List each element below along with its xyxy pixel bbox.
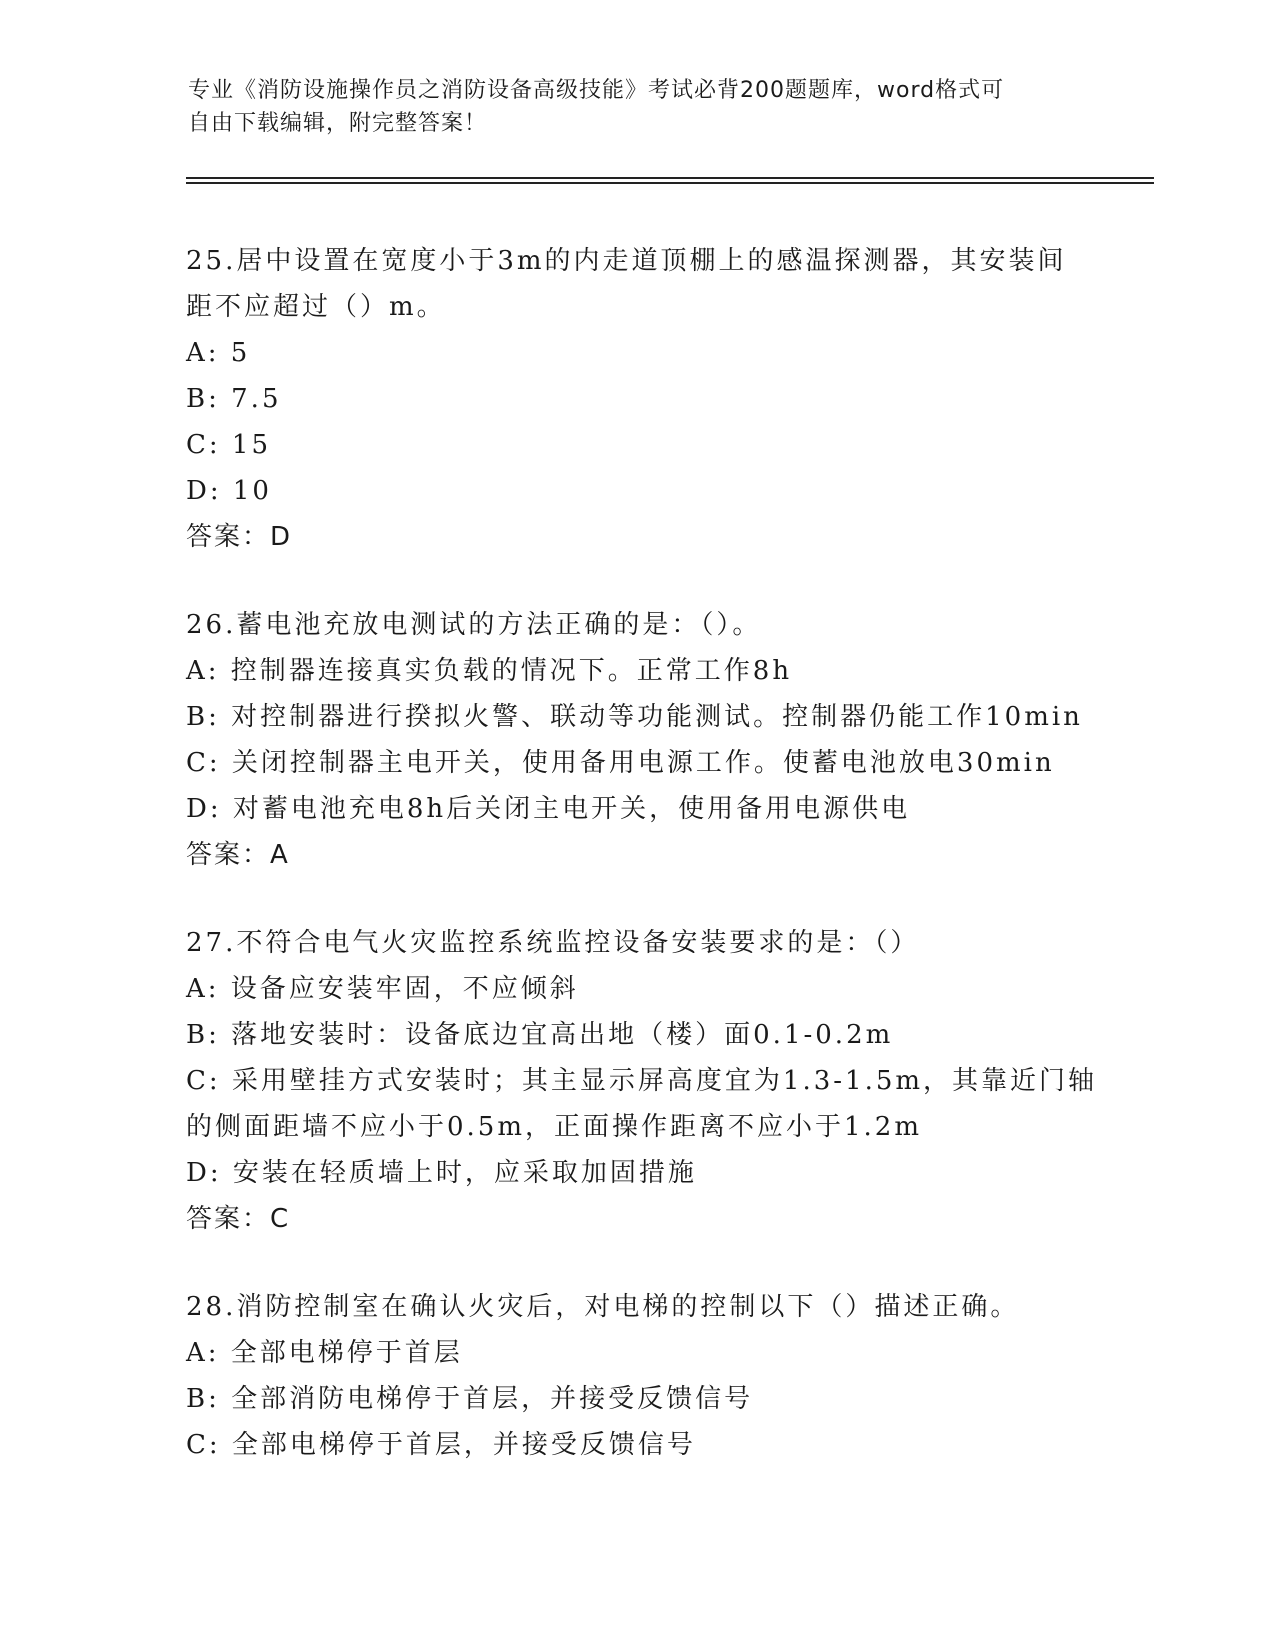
question-stem: 28.消防控制室在确认火灾后，对电梯的控制以下（）描述正确。 xyxy=(186,1292,1020,1322)
header-divider-bottom xyxy=(186,182,1154,184)
question-stem-continued: 距不应超过（）m。 xyxy=(186,292,446,322)
document-header xyxy=(188,74,1068,140)
option-d: D: 对蓄电池充电8h后关闭主电开关，使用备用电源供电 xyxy=(186,794,911,824)
option-b: B: 落地安装时：设备底边宜高出地（楼）面0.1-0.2m xyxy=(186,1020,894,1050)
question-stem: 26.蓄电池充放电测试的方法正确的是：（）。 xyxy=(186,610,762,640)
answer: 答案：D xyxy=(186,522,293,552)
answer: 答案：C xyxy=(186,1204,291,1234)
header-divider-top xyxy=(186,177,1154,179)
option-c: C: 全部电梯停于首层，并接受反馈信号 xyxy=(186,1430,696,1460)
question-stem: 25.居中设置在宽度小于3m的内走道顶棚上的感温探测器，其安装间 xyxy=(186,246,1067,276)
option-a: A: 控制器连接真实负载的情况下。正常工作8h xyxy=(186,656,793,686)
question-list xyxy=(186,238,1098,1510)
option-a: A: 全部电梯停于首层 xyxy=(186,1338,463,1368)
option-a: A: 设备应安装牢固，不应倾斜 xyxy=(186,974,579,1004)
option-c: C: 15 xyxy=(186,430,272,460)
header-line-2: 自由下载编辑，附完整答案！ xyxy=(188,111,488,136)
option-c: C: 采用壁挂方式安装时；其主显示屏高度宜为1.3-1.5m，其靠近门轴 xyxy=(186,1066,1098,1096)
option-b: B: 7.5 xyxy=(186,384,282,414)
option-b: B: 对控制器进行揆拟火警、联动等功能测试。控制器仍能工作10min xyxy=(186,702,1083,732)
answer: 答案：A xyxy=(186,840,290,870)
option-c-continued: 的侧面距墙不应小于0.5m，正面操作距离不应小于1.2m xyxy=(186,1112,923,1142)
option-d: D: 10 xyxy=(186,476,272,506)
option-d: D: 安装在轻质墙上时，应采取加固措施 xyxy=(186,1158,697,1188)
question-stem: 27.不符合电气火灾监控系统监控设备安装要求的是：（） xyxy=(186,928,920,958)
question-25 xyxy=(186,238,1086,560)
question-28 xyxy=(186,1284,1086,1468)
question-26 xyxy=(186,602,1086,878)
question-27 xyxy=(186,920,1098,1242)
option-c: C: 关闭控制器主电开关，使用备用电源工作。使蓄电池放电30min xyxy=(186,748,1055,778)
header-line-1: 专业《消防设施操作员之消防设备高级技能》考试必背200题题库，word格式可 xyxy=(188,78,1005,103)
option-b: B: 全部消防电梯停于首层，并接受反馈信号 xyxy=(186,1384,754,1414)
option-a: A: 5 xyxy=(186,338,251,368)
